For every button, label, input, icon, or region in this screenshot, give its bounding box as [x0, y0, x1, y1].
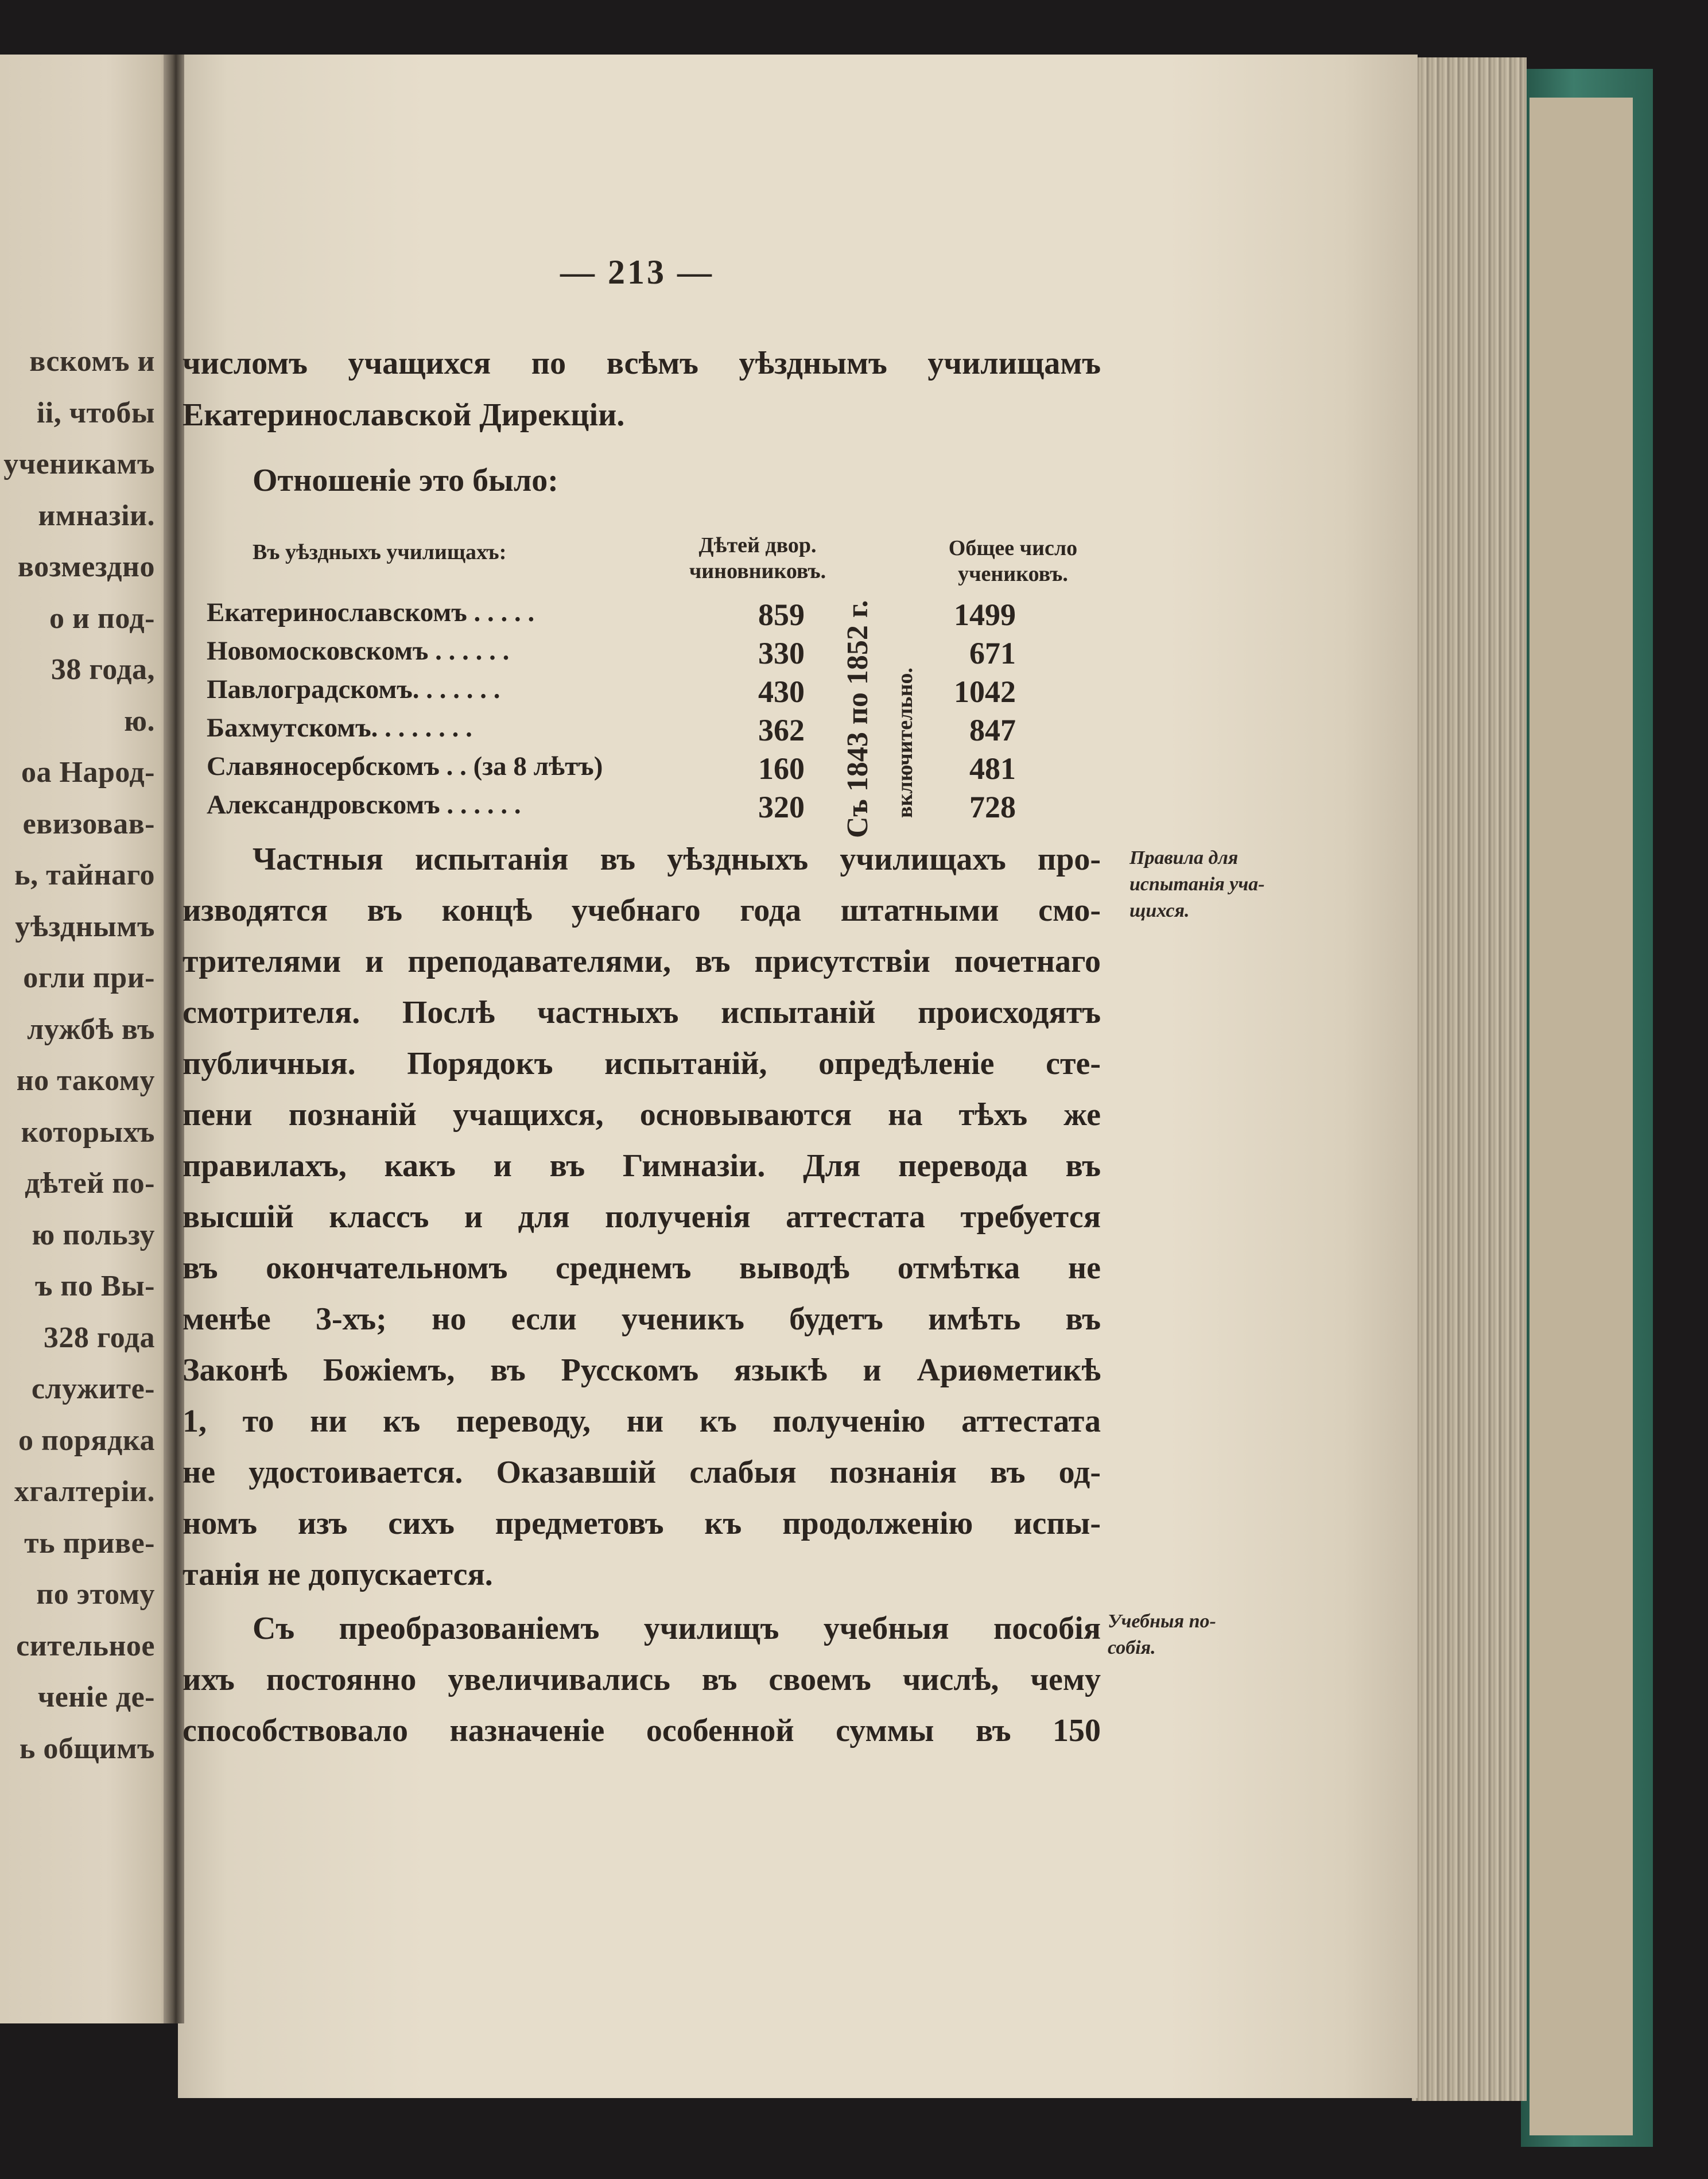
table-row	[207, 635, 1102, 673]
margin-note-line: Правила для	[1129, 847, 1239, 869]
period-label: Съ 1843 по 1852 г.	[841, 600, 874, 838]
children-count: 330	[758, 636, 805, 670]
table-header-children: Дѣтей двор.	[698, 533, 817, 557]
left-page-line: возмездно	[17, 550, 155, 583]
left-page-line: сительное	[16, 1629, 155, 1662]
table-row	[207, 789, 1102, 827]
table-row	[207, 751, 1102, 789]
page-number: — 213 —	[560, 253, 714, 291]
left-page-line: лужбѣ въ	[27, 1013, 155, 1046]
children-count: 320	[758, 790, 805, 824]
left-page-line: которыхъ	[21, 1115, 155, 1149]
table-header-school: Въ уѣздныхъ училищахъ:	[253, 540, 507, 564]
left-page-line: о и под-	[49, 602, 155, 635]
school-name: Бахмутскомъ. . . . . . . .	[207, 713, 472, 743]
relation-label: Отношенiе это было:	[253, 463, 558, 498]
paragraph-line: пени познанiй учащихся, основываются на тѣхъ же	[183, 1097, 1101, 1133]
intro-line: Екатеринославской Дирекцiи.	[183, 397, 625, 433]
margin-note-line: испытанiя уча-	[1129, 874, 1265, 895]
left-page-line: огли при-	[23, 961, 155, 994]
paragraph-line: ихъ постоянно увеличивались въ своемъ числѣ, чему	[183, 1662, 1101, 1697]
school-name: Славяносербскомъ . . (за 8 лѣтъ)	[207, 751, 603, 781]
table-header-total: учениковъ.	[958, 562, 1068, 586]
paragraph-line: номъ изъ сихъ предметовъ къ продолженiю испы-	[183, 1506, 1101, 1541]
paragraph-line: въ окончательномъ среднемъ выводѣ отмѣтка не	[183, 1250, 1101, 1286]
left-page-line: 328 года	[43, 1321, 155, 1354]
margin-note-line: Учебныя по-	[1108, 1611, 1216, 1632]
left-page-line: ть приве-	[24, 1526, 155, 1560]
school-name: Александровскомъ . . . . . .	[207, 790, 521, 820]
left-page-line: но такому	[16, 1064, 155, 1097]
left-page-line: евизовав-	[22, 807, 155, 840]
left-page-line: ученикамъ	[3, 448, 155, 480]
left-page-line: ченiе де-	[37, 1681, 155, 1713]
school-name: Павлоградскомъ. . . . . . .	[207, 674, 500, 704]
school-name: Екатеринославскомъ . . . . .	[207, 598, 535, 627]
total-count: 1499	[954, 598, 1016, 632]
left-page-line: ю пользу	[32, 1218, 155, 1251]
total-count: 847	[969, 713, 1016, 747]
margin-note-line: щихся.	[1129, 900, 1190, 921]
cover-board	[1530, 98, 1633, 2135]
left-page-line: ii, чтобы	[36, 396, 155, 429]
left-page-line: по этому	[36, 1578, 155, 1611]
left-page-line: дѣтей по-	[25, 1167, 155, 1200]
paragraph-line: 1, то ни къ переводу, ни къ полученiю аттестата	[183, 1403, 1101, 1439]
paragraph-line: публичныя. Порядокъ испытанiй, опредѣленiе сте-	[183, 1046, 1101, 1081]
left-page	[0, 55, 178, 2023]
page-edges	[1412, 57, 1527, 2101]
table-row	[207, 712, 1102, 750]
total-count: 481	[969, 751, 1016, 786]
left-page-line: ъ по Вы-	[35, 1270, 155, 1302]
left-page-line: 38 года,	[51, 653, 155, 686]
margin-note-exam-rules	[1129, 845, 1265, 924]
table-row	[207, 674, 1102, 712]
children-count: 430	[758, 674, 805, 709]
paragraph-line: Съ преобразованiемъ училищъ учебныя пособiя	[253, 1611, 1101, 1646]
paragraph-line: смотрителя. Послѣ частныхъ испытанiй происходятъ	[183, 995, 1101, 1030]
total-count: 1042	[954, 674, 1016, 709]
left-page-line: имназiи.	[38, 499, 155, 532]
total-count: 671	[969, 636, 1016, 670]
children-count: 859	[758, 598, 805, 632]
left-page-line: ь, тайнаго	[14, 859, 155, 891]
margin-note-line: собiя.	[1108, 1637, 1156, 1658]
school-name: Новомосковскомъ . . . . . .	[207, 636, 510, 666]
table-header-children: чиновниковъ.	[689, 559, 826, 583]
total-count: 728	[969, 790, 1016, 824]
children-count: 160	[758, 751, 805, 786]
left-page-line: ь общимъ	[19, 1732, 155, 1765]
paragraph-line: способствовало назначенiе особенной суммы въ 150	[183, 1713, 1101, 1748]
paragraph-line: трителями и преподавателями, въ присутствiи почетнаго	[183, 944, 1101, 979]
paragraph-line: правилахъ, какъ и въ Гимназiи. Для перевода въ	[183, 1148, 1101, 1184]
paragraph-line: менѣе 3-хъ; но если ученикъ будетъ имѣть въ	[183, 1301, 1101, 1337]
table-row	[207, 597, 1102, 635]
left-page-text	[0, 336, 155, 1774]
intro-line: числомъ учащихся по всѣмъ уѣзднымъ училищамъ	[183, 346, 1101, 381]
table-header-total: Общее число	[948, 536, 1078, 560]
left-page-line: ю.	[124, 704, 155, 738]
left-page-line: о порядка	[18, 1424, 155, 1457]
left-page-line: хгалтерiи.	[14, 1475, 155, 1508]
left-page-line: уѣзднымъ	[15, 910, 155, 943]
margin-note-teaching-aids	[1108, 1608, 1216, 1661]
book-gutter	[164, 55, 184, 2023]
paragraph-line: Законѣ Божiемъ, въ Русскомъ языкѣ и Ариѳметикѣ	[183, 1352, 1101, 1388]
children-count: 362	[758, 713, 805, 747]
period-note: включительно.	[893, 668, 917, 818]
paragraph-line: изводятся въ концѣ учебнаго года штатными смо-	[183, 893, 1101, 928]
paragraph-line: высшiй классъ и для полученiя аттестата требуется	[183, 1199, 1101, 1235]
paragraph-line: Частныя испытанiя въ уѣздныхъ училищахъ про-	[253, 842, 1101, 877]
left-page-line: служите-	[31, 1372, 155, 1405]
left-page-line: вскомъ и	[29, 345, 155, 378]
paragraph-line: танiя не допускается.	[183, 1557, 493, 1592]
left-page-line: оа Народ-	[21, 756, 155, 789]
paragraph-line: не удостоивается. Оказавшiй слабыя познанiя въ од-	[183, 1455, 1101, 1490]
